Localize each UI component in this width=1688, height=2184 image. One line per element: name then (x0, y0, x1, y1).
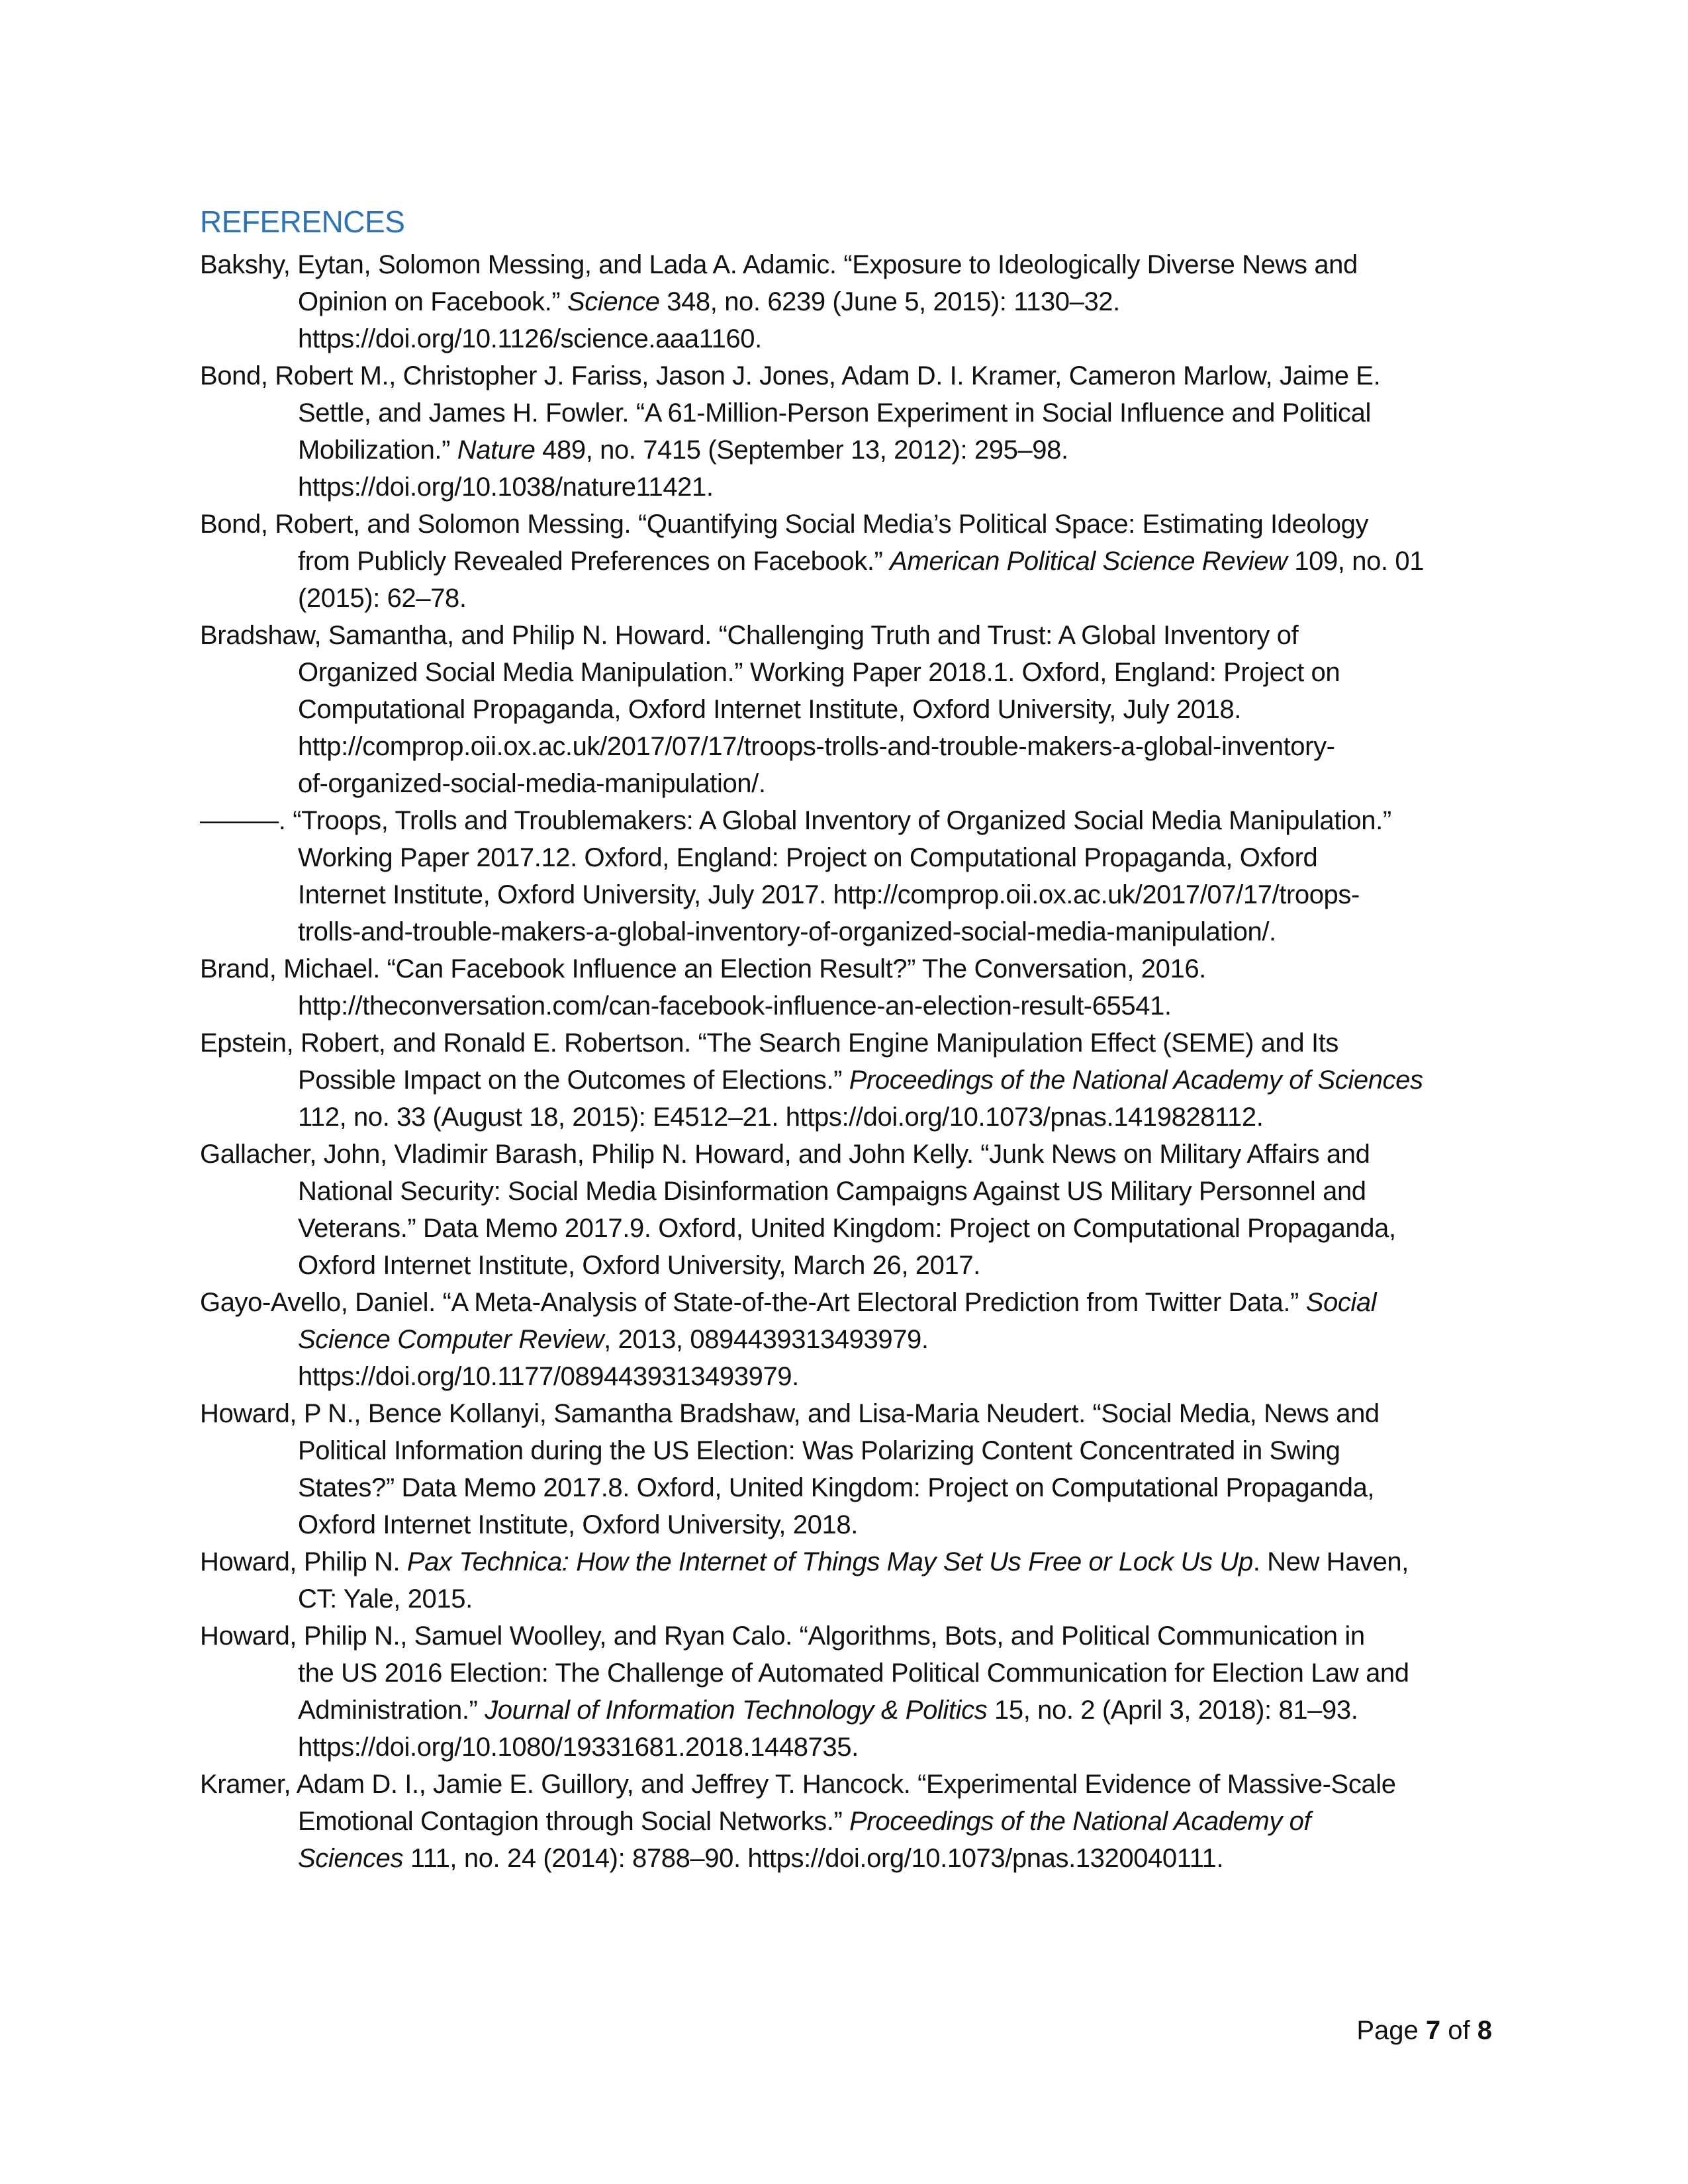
reference-text: Emotional Contagion through Social Networks.” (298, 1807, 850, 1836)
reference-line (200, 543, 1424, 580)
italic-title: American Political Science Review (890, 547, 1288, 576)
reference-line (200, 580, 1424, 617)
reference-text: Kramer, Adam D. I., Jamie E. Guillory, and Jeffrey T. Hancock. “Experimental Evidence of Massive-Scale (200, 1770, 1396, 1799)
italic-title: Sciences (298, 1844, 404, 1873)
reference-text: http://comprop.oii.ox.ac.uk/2017/07/17/troops-trolls-and-trouble-makers-a-global-inventory- (298, 732, 1335, 761)
reference-line (200, 654, 1424, 691)
reference-text: , 2013, 0894439313493979. (604, 1325, 929, 1354)
references-heading: REFERENCES (200, 205, 405, 239)
page-number (1356, 2012, 1492, 2049)
reference-line (200, 394, 1424, 432)
reference-text: Possible Impact on the Outcomes of Elections.” (298, 1066, 849, 1095)
reference-text: 111, no. 24 (2014): 8788–90. https://doi.org/10.1073/pnas.1320040111. (403, 1844, 1224, 1873)
reference-text: 109, no. 01 (1287, 547, 1425, 576)
reference-list (200, 246, 1424, 1877)
reference-text: Bond, Robert M., Christopher J. Fariss, Jason J. Jones, Adam D. I. Kramer, Cameron Marlow, Jaime E. (200, 361, 1381, 390)
reference-line (200, 1655, 1424, 1692)
reference-entry (200, 1284, 1424, 1395)
of-label: of (1440, 2016, 1477, 2045)
reference-text: Bradshaw, Samantha, and Philip N. Howard. “Challenging Truth and Trust: A Global Inventory of (200, 621, 1299, 650)
italic-title: Pax Technica: How the Internet of Things May Set Us Free or Lock Us Up (406, 1547, 1253, 1576)
reference-line (200, 1210, 1424, 1247)
reference-text: Bond, Robert, and Solomon Messing. “Quantifying Social Media’s Political Space: Estimating Ideology (200, 510, 1369, 539)
reference-line (200, 1024, 1424, 1062)
reference-text: Veterans.” Data Memo 2017.9. Oxford, United Kingdom: Project on Computational Propaganda, (298, 1214, 1396, 1243)
reference-text: States?” Data Memo 2017.8. Oxford, United Kingdom: Project on Computational Propaganda, (298, 1473, 1375, 1502)
reference-entry (200, 1543, 1424, 1617)
reference-text: Opinion on Facebook.” (298, 287, 568, 316)
reference-text: Epstein, Robert, and Ronald E. Robertson. “The Search Engine Manipulation Effect (SEME) and Its (200, 1028, 1338, 1058)
reference-entry (200, 246, 1424, 357)
reference-line (200, 469, 1424, 506)
reference-text: https://doi.org/10.1080/19331681.2018.1448735. (298, 1733, 859, 1762)
reference-line (200, 1469, 1424, 1506)
italic-title: Journal of Information Technology & Politics (485, 1696, 988, 1725)
reference-entry (200, 1136, 1424, 1284)
reference-line (200, 1506, 1424, 1543)
reference-text: (2015): 62–78. (298, 584, 467, 613)
reference-line (200, 1766, 1424, 1803)
italic-title: Proceedings of the National Academy of Sciences (849, 1066, 1423, 1095)
reference-line (200, 506, 1424, 543)
current-page: 7 (1425, 2016, 1441, 2045)
reference-line (200, 728, 1424, 765)
reference-text: of-organized-social-media-manipulation/. (298, 769, 766, 798)
reference-text: Political Information during the US Election: Was Polarizing Content Concentrated in Swing (298, 1436, 1340, 1465)
reference-line (200, 1358, 1424, 1395)
reference-line (200, 1840, 1424, 1877)
reference-text: . New Haven, (1252, 1547, 1409, 1576)
reference-text: CT: Yale, 2015. (298, 1584, 473, 1614)
reference-text: Organized Social Media Manipulation.” Working Paper 2018.1. Oxford, England: Project on (298, 658, 1340, 687)
reference-entry (200, 1024, 1424, 1136)
reference-entry (200, 1766, 1424, 1877)
reference-line (200, 1321, 1424, 1358)
reference-line (200, 357, 1424, 394)
reference-text: Oxford Internet Institute, Oxford University, March 26, 2017. (298, 1251, 980, 1280)
reference-text: Howard, Philip N., Samuel Woolley, and Ryan Calo. “Algorithms, Bots, and Political Communication in (200, 1621, 1365, 1651)
reference-text: Working Paper 2017.12. Oxford, England: Project on Computational Propaganda, Oxford (298, 843, 1318, 872)
reference-entry (200, 617, 1424, 802)
italic-title: Nature (457, 435, 536, 465)
reference-text: Mobilization.” (298, 435, 457, 465)
reference-text: https://doi.org/10.1038/nature11421. (298, 473, 714, 502)
italic-title: Social (1305, 1288, 1377, 1317)
reference-line (200, 1247, 1424, 1284)
reference-text: https://doi.org/10.1177/0894439313493979. (298, 1362, 799, 1391)
reference-line (200, 617, 1424, 654)
reference-text: National Security: Social Media Disinformation Campaigns Against US Military Personnel and (298, 1177, 1366, 1206)
reference-line (200, 1803, 1424, 1840)
reference-text: Oxford Internet Institute, Oxford University, 2018. (298, 1510, 858, 1539)
reference-entry (200, 950, 1424, 1024)
reference-text: 15, no. 2 (April 3, 2018): 81–93. (987, 1696, 1358, 1725)
reference-text: Howard, P N., Bence Kollanyi, Samantha Bradshaw, and Lisa-Maria Neudert. “Social Media, News and (200, 1399, 1380, 1428)
reference-text: Administration.” (298, 1696, 485, 1725)
reference-line (200, 765, 1424, 802)
reference-line (200, 839, 1424, 876)
reference-line (200, 432, 1424, 469)
reference-text: 112, no. 33 (August 18, 2015): E4512–21. https://doi.org/10.1073/pnas.1419828112. (298, 1103, 1264, 1132)
reference-text: Gayo-Avello, Daniel. “A Meta-Analysis of State-of-the-Art Electoral Prediction from Twitter Data.” (200, 1288, 1306, 1317)
italic-title: Proceedings of the National Academy of (849, 1807, 1311, 1836)
reference-line (200, 246, 1424, 283)
reference-line (200, 283, 1424, 320)
reference-entry (200, 357, 1424, 506)
reference-line (200, 987, 1424, 1024)
reference-line (200, 950, 1424, 987)
reference-line (200, 1284, 1424, 1321)
reference-text: http://theconversation.com/can-facebook-influence-an-election-result-65541. (298, 991, 1172, 1021)
reference-text: Bakshy, Eytan, Solomon Messing, and Lada A. Adamic. “Exposure to Ideologically Diverse News and (200, 250, 1358, 279)
reference-text: Settle, and James H. Fowler. “A 61-Million-Person Experiment in Social Influence and Political (298, 398, 1371, 428)
page-label: Page (1356, 2016, 1426, 2045)
reference-line (200, 1580, 1424, 1617)
reference-line (200, 1395, 1424, 1432)
reference-line (200, 1173, 1424, 1210)
reference-text: from Publicly Revealed Preferences on Facebook.” (298, 547, 890, 576)
reference-entry (200, 802, 1424, 950)
reference-line (200, 691, 1424, 728)
reference-line (200, 1062, 1424, 1099)
total-pages: 8 (1477, 2016, 1492, 2045)
reference-text: Gallacher, John, Vladimir Barash, Philip N. Howard, and John Kelly. “Junk News on Military Affairs and (200, 1140, 1370, 1169)
reference-text: trolls-and-trouble-makers-a-global-inventory-of-organized-social-media-manipulation/. (298, 917, 1276, 946)
reference-line (200, 1692, 1424, 1729)
reference-line (200, 1432, 1424, 1469)
reference-entry (200, 506, 1424, 617)
reference-entry (200, 1395, 1424, 1543)
reference-line (200, 1729, 1424, 1766)
reference-line (200, 1543, 1424, 1580)
reference-line (200, 876, 1424, 913)
reference-line (200, 802, 1424, 839)
reference-entry (200, 1617, 1424, 1766)
reference-text: https://doi.org/10.1126/science.aaa1160. (298, 324, 762, 353)
reference-text: Computational Propaganda, Oxford Internet Institute, Oxford University, July 2018. (298, 695, 1241, 724)
reference-text: 348, no. 6239 (June 5, 2015): 1130–32. (659, 287, 1120, 316)
reference-text: Internet Institute, Oxford University, July 2017. http://comprop.oii.ox.ac.uk/2017/07/17/troops- (298, 880, 1360, 909)
reference-line (200, 1136, 1424, 1173)
reference-line (200, 320, 1424, 357)
reference-line (200, 1617, 1424, 1655)
reference-text: the US 2016 Election: The Challenge of Automated Political Communication for Election Law and (298, 1659, 1409, 1688)
italic-title: Science (567, 287, 660, 316)
reference-text: Howard, Philip N. (200, 1547, 407, 1576)
reference-text: ———. “Troops, Trolls and Troublemakers: A Global Inventory of Organized Social Media Manipulation.” (200, 806, 1391, 835)
reference-line (200, 913, 1424, 950)
reference-line (200, 1099, 1424, 1136)
reference-text: Brand, Michael. “Can Facebook Influence an Election Result?” The Conversation, 2016. (200, 954, 1206, 983)
reference-text: 489, no. 7415 (September 13, 2012): 295–98. (535, 435, 1068, 465)
italic-title: Science Computer Review (298, 1325, 604, 1354)
